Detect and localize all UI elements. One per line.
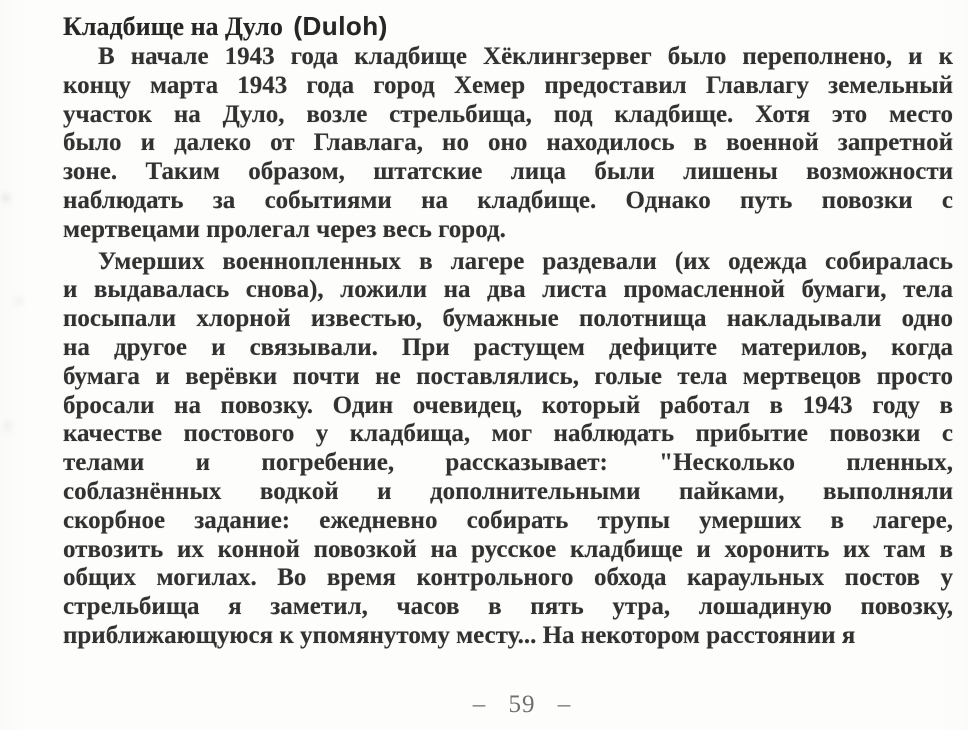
document-body bbox=[63, 43, 953, 651]
text-line: общих могилах. Во время контрольного обхода караульных постов у bbox=[63, 564, 953, 592]
text-line: бумага и верёвки почти не поставлялись, голые тела мертвецов просто bbox=[63, 362, 953, 390]
text-line: мертвецами пролегал через весь город. bbox=[63, 215, 506, 243]
text-line: зоне. Таким образом, штатские лица были лишены возможности bbox=[63, 158, 953, 186]
text-line: и выдавалась снова), ложили на два листа промасленной бумаги, тела bbox=[63, 276, 953, 304]
text-line: скорбное задание: ежедневно собирать трупы умерших в лагере, bbox=[63, 506, 953, 534]
scan-artifact bbox=[2, 193, 10, 203]
page-number: – 59 – bbox=[472, 691, 572, 718]
text-line: посыпали хлорной известью, бумажные полотнища накладывали одно bbox=[63, 305, 953, 333]
text-line: было и далеко от Главлага, но оно находилось в военной запретной bbox=[63, 129, 953, 157]
text-line: на другое и связывали. При растущем дефиците материлов, когда bbox=[63, 333, 953, 361]
scan-artifact bbox=[4, 420, 11, 432]
paragraph bbox=[63, 248, 953, 651]
title-russian-text: Кладбище на Дуло bbox=[63, 12, 283, 41]
text-line: соблазнённых водкой и дополнительными пайками, выполняли bbox=[63, 477, 953, 505]
text-line: концу марта 1943 года город Хемер предоставил Главлагу земельный bbox=[63, 71, 953, 99]
text-line: участок на Дуло, возле стрельбища, под кладбище. Хотя это место bbox=[63, 100, 953, 128]
page-title bbox=[63, 10, 953, 43]
text-line: телами и погребение, рассказывает: "Несколько пленных, bbox=[63, 449, 953, 477]
text-line: наблюдать за событиями на кладбище. Однако путь повозки с bbox=[63, 186, 953, 214]
paragraph bbox=[63, 43, 953, 245]
text-line: приближающуюся к упомянутому месту... На некотором расстоянии я bbox=[63, 621, 856, 649]
text-line: Умерших военнопленных в лагере раздевали (их одежда собиралась bbox=[98, 247, 953, 275]
text-line: отвозить их конной повозкой на русское кладбище и хоронить их там в bbox=[63, 535, 953, 563]
text-column bbox=[63, 10, 953, 651]
scan-artifact bbox=[14, 297, 24, 305]
text-line: стрельбища я заметил, часов в пять утра, лошадиную повозку, bbox=[63, 593, 953, 621]
text-line: бросали на повозку. Один очевидец, который работал в 1943 году в bbox=[63, 391, 953, 419]
text-line: качестве постового у кладбища, мог наблюдать прибытие повозки с bbox=[63, 420, 953, 448]
text-line: В начале 1943 года кладбище Хёклингзервег было переполнено, и к bbox=[98, 43, 953, 70]
title-latin-text: (Duloh) bbox=[293, 11, 388, 41]
